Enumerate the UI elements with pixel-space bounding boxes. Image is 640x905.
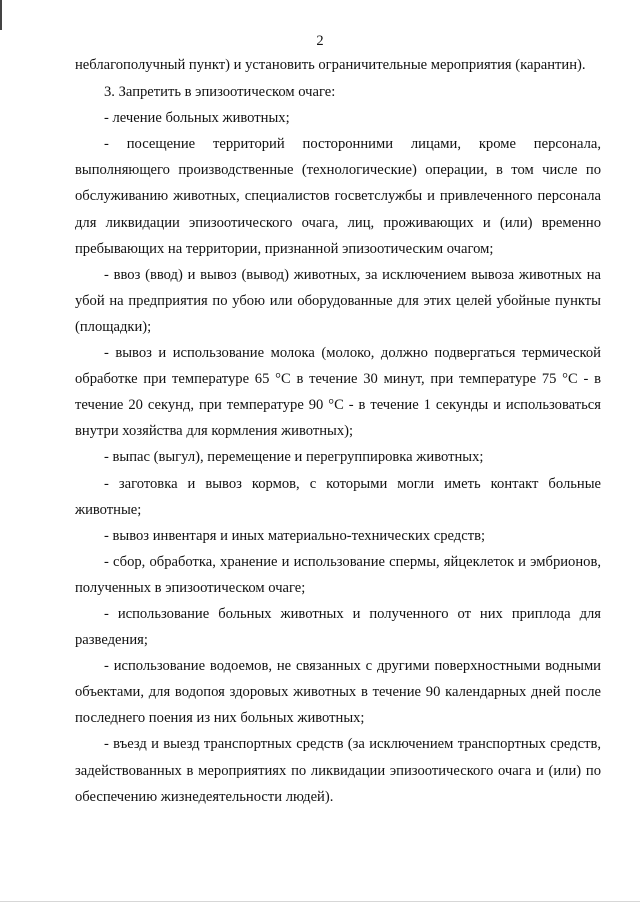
- list-item-milk: - вывоз и использование молока (молоко, должно подвергаться термической обработке при температуре 65 °С в течение 30 минут, при температуре 75 °С - в течение 20 секунд, при температуре 90 °С - в течение 1 секунды и использоваться внутри хозяйства для кормления животных);: [75, 345, 601, 440]
- paragraph-quarantine-continuation: неблагополучный пункт) и установить ограничительные мероприятия (карантин).: [75, 57, 586, 73]
- page-number: 2: [316, 33, 324, 49]
- list-item-feed: - заготовка и вывоз кормов, с которыми могли иметь контакт больные животные;: [75, 475, 601, 518]
- list-item-breeding: - использование больных животных и полученного от них приплода для разведения;: [75, 605, 601, 649]
- list-item-grazing: - выпас (выгул), перемещение и перегруппировка животных;: [104, 449, 484, 466]
- list-item-treatment: - лечение больных животных;: [104, 110, 290, 127]
- list-item-sperm: - сбор, обработка, хранение и использование спермы, яйцеклеток и эмбрионов, полученных в эпизоотическом очаге;: [75, 553, 601, 596]
- document-body: [75, 52, 601, 810]
- scan-edge-mark: [0, 0, 2, 30]
- list-item-animal-movement: - ввоз (ввод) и вывоз (вывод) животных, за исключением вывоза животных на убой на предприятия по убою или оборудованные для этих целей убойные пункты (площадки);: [75, 266, 601, 335]
- list-item-vehicles: - въезд и выезд транспортных средств (за исключением транспортных средств, задействованных в мероприятиях по ликвидации эпизоотического очага и (или) по обеспечению жизнедеятельности людей).: [75, 736, 601, 805]
- list-item-equipment: - вывоз инвентаря и иных материально-технических средств;: [104, 527, 486, 544]
- paragraph-prohibitions-heading: 3. Запретить в эпизоотическом очаге:: [104, 84, 336, 101]
- list-item-visits: - посещение территорий посторонними лицами, кроме персонала, выполняющего производственные (технологические) операции, в том числе по обслуживанию животных, специалистов госветслужбы и привлеченного персонала для ликвидации эпизоотического очага, лиц, проживающих и (или) временно пребывающих на территории, признанной эпизоотическим очагом;: [75, 136, 601, 257]
- list-item-water-bodies: - использование водоемов, не связанных с другими поверхностными водными объектами, для водопоя здоровых животных в течение 90 календарных дней после последнего поения из них больных животных;: [75, 658, 601, 727]
- scan-bottom-edge: [0, 901, 640, 902]
